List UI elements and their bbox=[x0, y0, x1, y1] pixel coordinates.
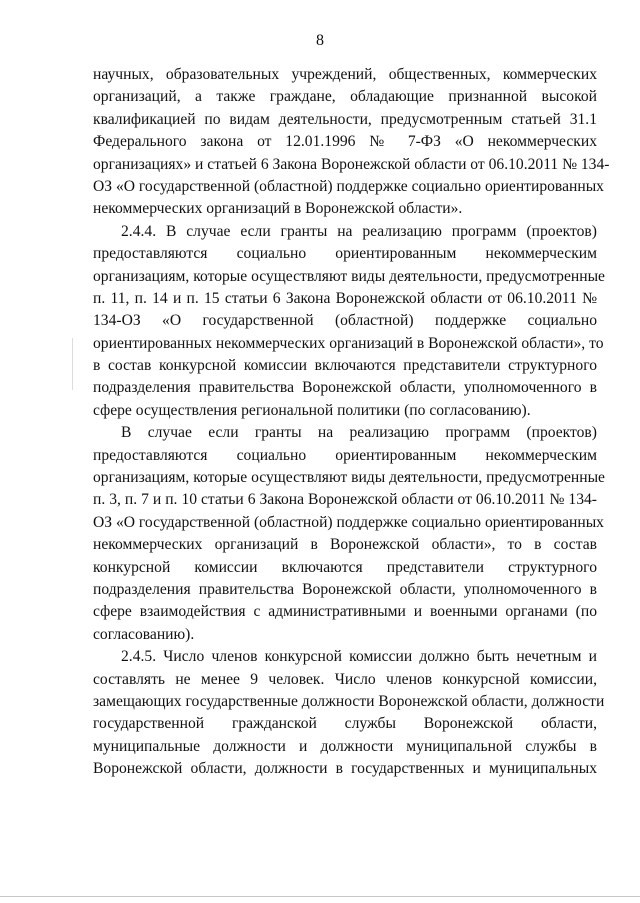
text-line: предоставляются социально ориентированным некоммерческим bbox=[93, 245, 597, 263]
paragraph-2-4-4 bbox=[93, 221, 605, 423]
paragraph-continuation bbox=[93, 64, 610, 221]
text-line: Федерального закона от 12.01.1996 № 7-ФЗ «О некоммерческих bbox=[93, 133, 597, 151]
text-line: организациях» и статьей 6 Закона Воронежской области от 06.10.2011 № 134- bbox=[93, 155, 610, 173]
text-line: 2.4.4. В случае если гранты на реализацию программ (проектов) bbox=[121, 222, 597, 240]
text-line: ориентированных некоммерческих организаций в Воронежской области», то bbox=[93, 334, 604, 352]
text-line: п. 3, п. 7 и п. 10 статьи 6 Закона Воронежской области от 06.10.2011 № 134- bbox=[93, 491, 597, 509]
text-line: Воронежской области, должности в государственных и муниципальных bbox=[93, 760, 597, 778]
text-line: государственной гражданской службы Воронежской области, bbox=[93, 715, 597, 733]
scan-artifact bbox=[72, 338, 73, 390]
text-line: 2.4.5. Число членов конкурсной комиссии должно быть нечетным и bbox=[121, 648, 597, 666]
text-line: ОЗ «О государственной (областной) поддержке социально ориентированных bbox=[93, 513, 604, 531]
paragraph-2-4-5 bbox=[93, 646, 605, 780]
text-line: сфере осуществления региональной политики (по согласованию). bbox=[93, 401, 531, 419]
text-line: подразделения правительства Воронежской области, уполномоченного в bbox=[93, 580, 597, 598]
text-line: конкурсной комиссии включаются представители структурного bbox=[93, 558, 597, 576]
text-line: п. 11, п. 14 и п. 15 статьи 6 Закона Воронежской области от 06.10.2011 № bbox=[93, 289, 597, 307]
text-line: ОЗ «О государственной (областной) поддержке социально ориентированных bbox=[93, 177, 604, 195]
text-line: в состав конкурсной комиссии включаются представители структурного bbox=[93, 357, 597, 375]
text-line: составлять не менее 9 человек. Число членов конкурсной комиссии, bbox=[93, 670, 597, 688]
text-line: замещающих государственные должности Воронежской области, должности bbox=[93, 692, 605, 710]
text-line: муниципальные должности и должности муниципальной службы в bbox=[93, 737, 597, 755]
text-line: согласованию). bbox=[93, 625, 195, 643]
text-line: организаций, а также граждане, обладающие признанной высокой bbox=[93, 88, 597, 106]
text-line: 134-ОЗ «О государственной (областной) поддержке социально bbox=[93, 312, 597, 330]
document-body bbox=[93, 64, 610, 781]
text-line: организациям, которые осуществляют виды деятельности, предусмотренные bbox=[93, 267, 605, 285]
paragraph-second-case bbox=[93, 422, 605, 646]
text-line: организациям, которые осуществляют виды деятельности, предусмотренные bbox=[93, 469, 605, 487]
text-line: некоммерческих организаций в Воронежской области», то в состав bbox=[93, 536, 597, 554]
text-line: квалификацией по видам деятельности, предусмотренным статьей 31.1 bbox=[93, 110, 597, 128]
text-line: В случае если гранты на реализацию программ (проектов) bbox=[121, 424, 597, 442]
text-line: сфере взаимодействия с административными и военными органами (по bbox=[93, 603, 597, 621]
text-line: предоставляются социально ориентированным некоммерческим bbox=[93, 446, 597, 464]
text-line: некоммерческих организаций в Воронежской области». bbox=[93, 200, 463, 218]
page-number: 8 bbox=[316, 32, 324, 49]
page-bottom-edge bbox=[0, 896, 640, 897]
text-line: научных, образовательных учреждений, общественных, коммерческих bbox=[93, 66, 597, 83]
text-line: подразделения правительства Воронежской области, уполномоченного в bbox=[93, 379, 597, 397]
